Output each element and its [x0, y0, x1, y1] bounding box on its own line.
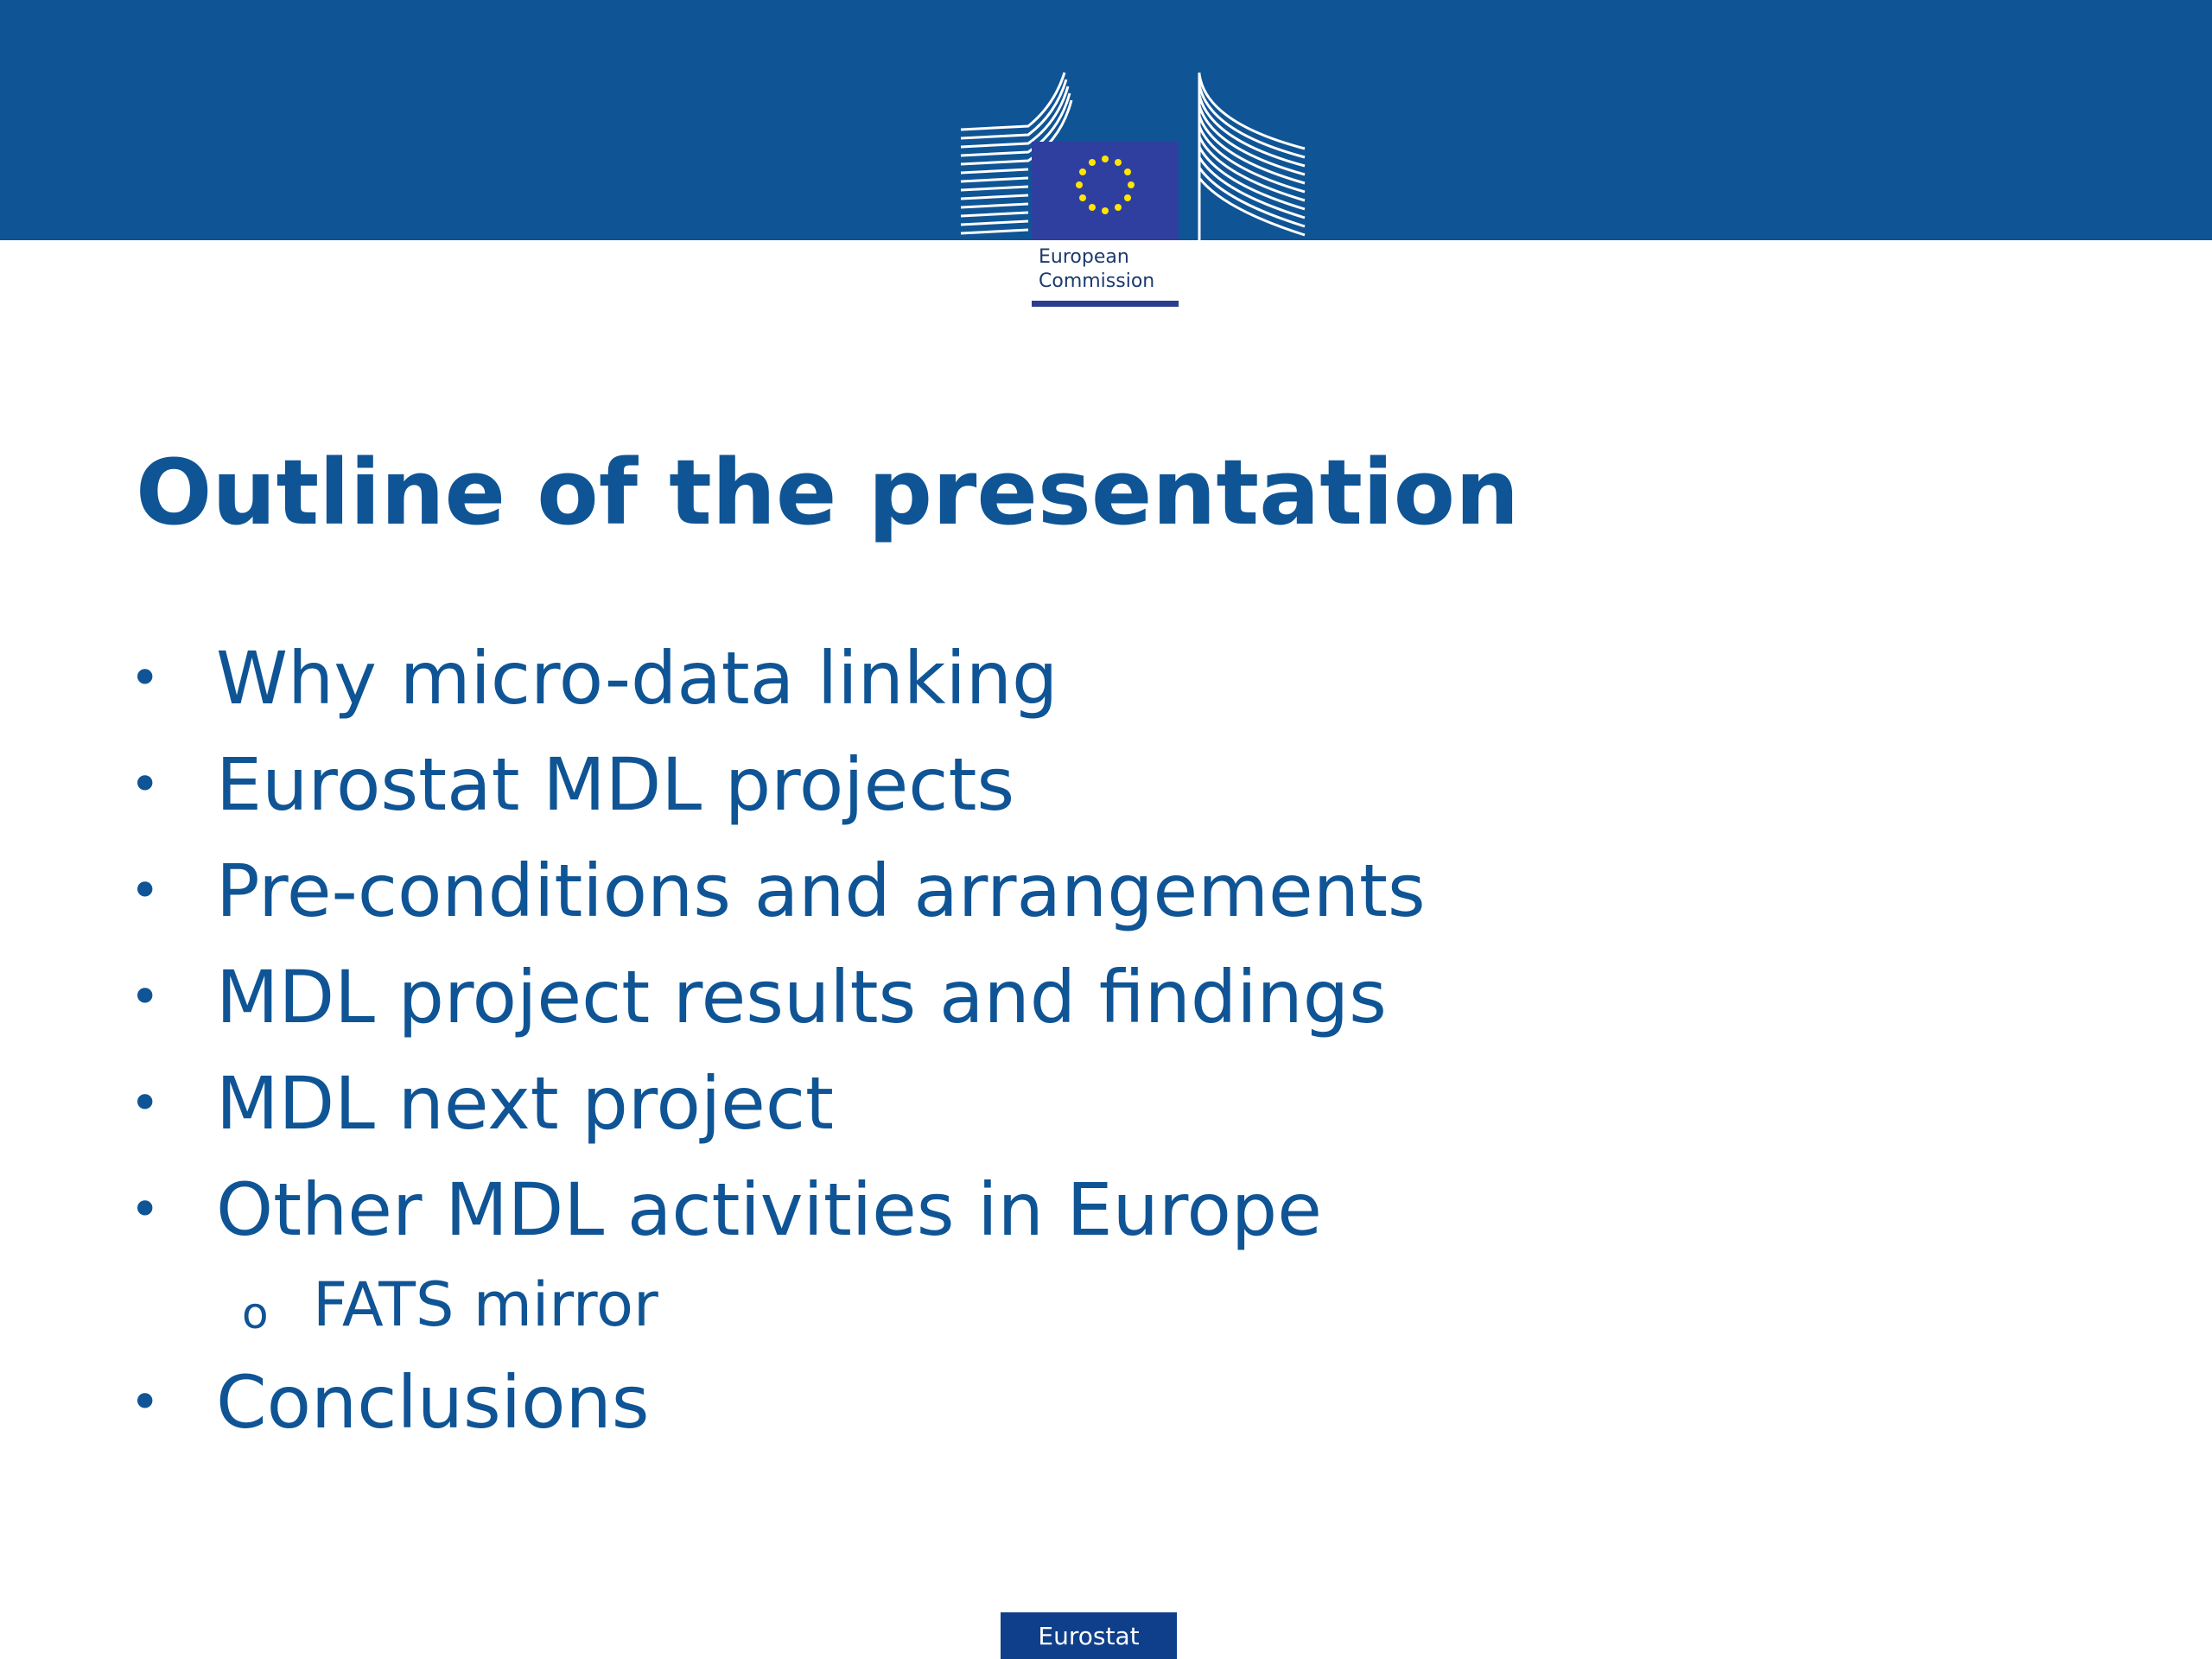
list-item-text: Why micro-data linking — [216, 636, 1058, 721]
footer-eurostat-badge: Eurostat — [1001, 1612, 1177, 1659]
bullet-marker: • — [130, 648, 161, 709]
bullet-marker: • — [130, 754, 161, 815]
bullet-marker: • — [130, 1372, 161, 1433]
list-item-text: Pre-conditions and arrangements — [216, 849, 1426, 933]
logo-line-2: Commission — [1039, 270, 1155, 292]
bullet-marker: • — [130, 1073, 161, 1134]
slide-title: Outline of the presentation — [136, 440, 1520, 545]
list-item-text: MDL project results and findings — [216, 955, 1387, 1039]
bullet-marker: • — [130, 861, 161, 921]
logo-text — [1039, 245, 1185, 294]
list-item-text: Eurostat MDL projects — [216, 742, 1015, 827]
sub-list-item-text: FATS mirror — [313, 1269, 658, 1340]
list-item-text: MDL next project — [216, 1061, 834, 1146]
logo-underline — [1032, 301, 1179, 307]
list-item-text: Other MDL activities in Europe — [216, 1167, 1322, 1252]
bullet-marker: • — [130, 967, 161, 1027]
logo-line-1: European — [1039, 246, 1129, 268]
sub-bullet-marker: o — [242, 1288, 269, 1338]
european-commission-logo — [959, 71, 1306, 313]
list-item-text: Conclusions — [216, 1360, 650, 1445]
bullet-marker: • — [130, 1179, 161, 1240]
